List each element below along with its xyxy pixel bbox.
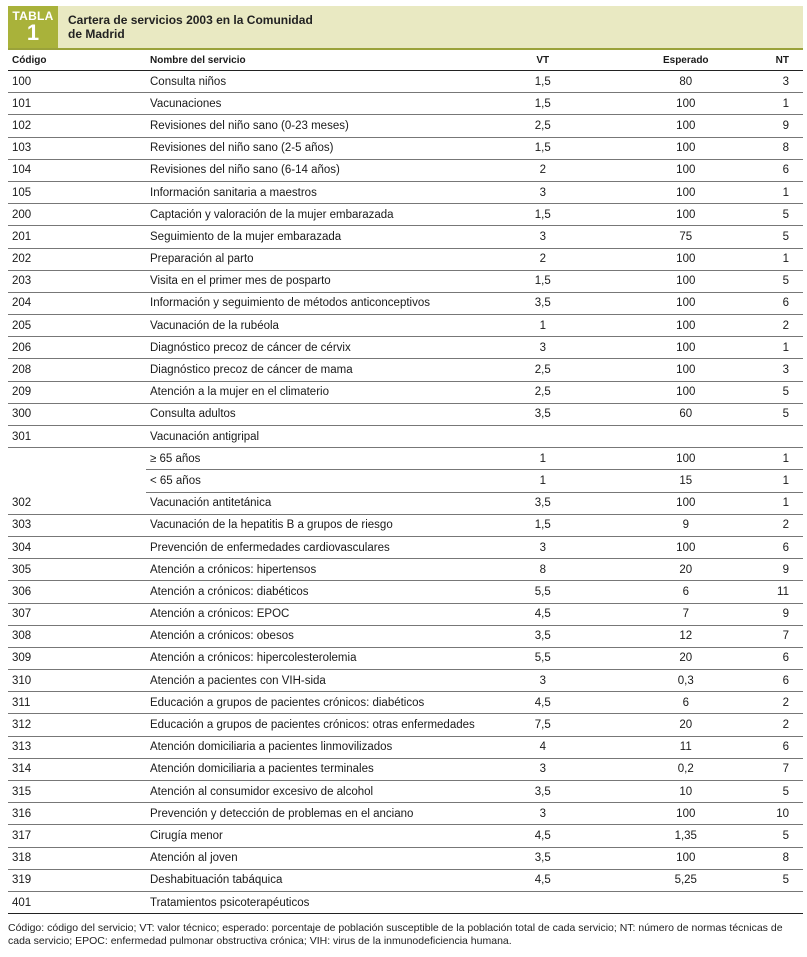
cell-code: 101	[8, 93, 146, 115]
cell-code: 206	[8, 337, 146, 359]
cell-code	[8, 448, 146, 470]
cell-nt: 9	[765, 559, 803, 581]
cell-nt: 2	[765, 714, 803, 736]
cell-code: 313	[8, 736, 146, 758]
cell-code: 315	[8, 781, 146, 803]
cell-esperado: 100	[607, 803, 765, 825]
table-title-line-1: Cartera de servicios 2003 en la Comunidad	[68, 13, 313, 27]
cell-name: ≥ 65 años	[146, 448, 479, 470]
cell-name: Atención al joven	[146, 847, 479, 869]
cell-code: 201	[8, 226, 146, 248]
cell-name: Vacunaciones	[146, 93, 479, 115]
cell-esperado: 100	[607, 359, 765, 381]
cell-code: 200	[8, 204, 146, 226]
cell-vt: 3,5	[479, 492, 607, 514]
cell-esperado: 9	[607, 514, 765, 536]
cell-esperado: 20	[607, 647, 765, 669]
cell-name: Captación y valoración de la mujer embarazada	[146, 204, 479, 226]
cell-vt: 3	[479, 670, 607, 692]
table-row	[8, 758, 803, 780]
cell-name: Prevención de enfermedades cardiovasculares	[146, 536, 479, 558]
cell-nt: 6	[765, 159, 803, 181]
table-row	[8, 803, 803, 825]
cell-name: Revisiones del niño sano (2-5 años)	[146, 137, 479, 159]
cell-esperado: 5,25	[607, 869, 765, 891]
cell-name: Atención domiciliaria a pacientes terminales	[146, 758, 479, 780]
table-row	[8, 115, 803, 137]
cell-code: 202	[8, 248, 146, 270]
cell-code: 303	[8, 514, 146, 536]
cell-name: Visita en el primer mes de posparto	[146, 270, 479, 292]
cell-nt: 8	[765, 847, 803, 869]
cell-vt: 2,5	[479, 115, 607, 137]
table-row	[8, 226, 803, 248]
column-header-esperado: Esperado	[607, 51, 765, 71]
table-row	[8, 692, 803, 714]
tabla-number: 1	[26, 20, 40, 45]
cell-name: Preparación al parto	[146, 248, 479, 270]
cell-vt: 3	[479, 803, 607, 825]
cell-vt: 1	[479, 448, 607, 470]
cell-vt: 2	[479, 248, 607, 270]
cell-name: Consulta adultos	[146, 403, 479, 425]
cell-nt: 3	[765, 71, 803, 93]
cell-esperado: 100	[607, 292, 765, 314]
table-row	[8, 248, 803, 270]
cell-name: Atención a crónicos: EPOC	[146, 603, 479, 625]
table-row	[8, 536, 803, 558]
table-row	[8, 292, 803, 314]
cell-nt: 7	[765, 625, 803, 647]
cell-name: Revisiones del niño sano (6-14 años)	[146, 159, 479, 181]
cell-esperado: 0,2	[607, 758, 765, 780]
cell-esperado: 100	[607, 492, 765, 514]
table-row	[8, 71, 803, 93]
cell-vt: 1,5	[479, 514, 607, 536]
cell-esperado	[607, 891, 765, 913]
table-title-line-2: de Madrid	[68, 27, 125, 41]
cell-vt: 7,5	[479, 714, 607, 736]
cell-nt: 5	[765, 869, 803, 891]
cell-vt: 3	[479, 226, 607, 248]
cell-code: 204	[8, 292, 146, 314]
cell-code: 208	[8, 359, 146, 381]
cell-nt: 6	[765, 670, 803, 692]
cell-name: Atención a crónicos: diabéticos	[146, 581, 479, 603]
tabla-label: TABLA	[12, 9, 54, 23]
cell-vt: 5,5	[479, 647, 607, 669]
cell-esperado: 1,35	[607, 825, 765, 847]
cell-name: Educación a grupos de pacientes crónicos: diabéticos	[146, 692, 479, 714]
cell-vt: 3	[479, 181, 607, 203]
column-header-name: Nombre del servicio	[146, 51, 479, 71]
cell-vt: 4,5	[479, 692, 607, 714]
cell-name: Atención al consumidor excesivo de alcohol	[146, 781, 479, 803]
cell-nt: 6	[765, 536, 803, 558]
table-row	[8, 559, 803, 581]
cell-esperado: 100	[607, 115, 765, 137]
cell-code: 312	[8, 714, 146, 736]
services-table	[8, 51, 803, 914]
cell-esperado: 100	[607, 315, 765, 337]
cell-esperado: 20	[607, 559, 765, 581]
cell-code: 104	[8, 159, 146, 181]
table-row	[8, 825, 803, 847]
cell-code: 319	[8, 869, 146, 891]
cell-nt: 5	[765, 204, 803, 226]
table-number-badge	[8, 6, 58, 48]
cell-code: 203	[8, 270, 146, 292]
cell-code: 317	[8, 825, 146, 847]
cell-esperado: 100	[607, 270, 765, 292]
cell-name: Vacunación de la hepatitis B a grupos de riesgo	[146, 514, 479, 536]
cell-nt: 1	[765, 181, 803, 203]
table-row	[8, 514, 803, 536]
cell-nt: 5	[765, 381, 803, 403]
cell-code: 309	[8, 647, 146, 669]
table-row	[8, 736, 803, 758]
cell-vt: 1,5	[479, 71, 607, 93]
cell-nt: 8	[765, 137, 803, 159]
cell-code: 102	[8, 115, 146, 137]
cell-vt: 1,5	[479, 93, 607, 115]
cell-nt: 3	[765, 359, 803, 381]
cell-nt: 5	[765, 781, 803, 803]
cell-esperado: 100	[607, 847, 765, 869]
cell-esperado: 80	[607, 71, 765, 93]
cell-vt: 4	[479, 736, 607, 758]
cell-nt: 2	[765, 692, 803, 714]
column-header-code: Código	[8, 51, 146, 71]
cell-esperado: 100	[607, 536, 765, 558]
cell-esperado: 10	[607, 781, 765, 803]
cell-code: 205	[8, 315, 146, 337]
cell-nt: 2	[765, 315, 803, 337]
cell-vt: 1,5	[479, 270, 607, 292]
cell-vt: 3,5	[479, 625, 607, 647]
cell-nt: 6	[765, 736, 803, 758]
cell-vt: 1,5	[479, 137, 607, 159]
cell-code: 318	[8, 847, 146, 869]
cell-vt: 4,5	[479, 603, 607, 625]
cell-nt: 7	[765, 758, 803, 780]
cell-name: Información y seguimiento de métodos anticonceptivos	[146, 292, 479, 314]
table-row	[8, 381, 803, 403]
cell-code: 316	[8, 803, 146, 825]
cell-name: Deshabituación tabáquica	[146, 869, 479, 891]
cell-name: Revisiones del niño sano (0-23 meses)	[146, 115, 479, 137]
column-header-vt: VT	[479, 51, 607, 71]
cell-nt: 9	[765, 115, 803, 137]
cell-nt: 1	[765, 492, 803, 514]
cell-nt: 1	[765, 337, 803, 359]
table-row	[8, 181, 803, 203]
cell-code: 305	[8, 559, 146, 581]
cell-name: < 65 años	[146, 470, 479, 492]
cell-code: 100	[8, 71, 146, 93]
cell-name: Atención a crónicos: hipercolesterolemia	[146, 647, 479, 669]
cell-code: 401	[8, 891, 146, 913]
table-row	[8, 581, 803, 603]
cell-esperado: 60	[607, 403, 765, 425]
cell-nt: 1	[765, 470, 803, 492]
table-row	[8, 603, 803, 625]
cell-nt: 9	[765, 603, 803, 625]
table-row	[8, 781, 803, 803]
cell-vt: 3	[479, 337, 607, 359]
cell-vt	[479, 891, 607, 913]
cell-code	[8, 470, 146, 492]
cell-vt: 3,5	[479, 292, 607, 314]
table-row	[8, 891, 803, 913]
table-header-row	[8, 51, 803, 71]
cell-name: Diagnóstico precoz de cáncer de cérvix	[146, 337, 479, 359]
cell-esperado: 100	[607, 337, 765, 359]
cell-esperado: 20	[607, 714, 765, 736]
cell-name: Consulta niños	[146, 71, 479, 93]
cell-code: 301	[8, 426, 146, 448]
table-title	[68, 13, 368, 41]
cell-name: Diagnóstico precoz de cáncer de mama	[146, 359, 479, 381]
cell-name: Seguimiento de la mujer embarazada	[146, 226, 479, 248]
cell-vt: 3,5	[479, 403, 607, 425]
table-row	[8, 869, 803, 891]
cell-esperado: 0,3	[607, 670, 765, 692]
cell-esperado: 75	[607, 226, 765, 248]
cell-vt: 5,5	[479, 581, 607, 603]
cell-nt: 6	[765, 292, 803, 314]
cell-vt	[479, 426, 607, 448]
cell-code: 103	[8, 137, 146, 159]
cell-name: Atención a pacientes con VIH-sida	[146, 670, 479, 692]
cell-esperado: 100	[607, 181, 765, 203]
table-header-banner	[8, 6, 803, 50]
table-body	[8, 71, 803, 914]
cell-name: Vacunación antigripal	[146, 426, 479, 448]
cell-vt: 3,5	[479, 847, 607, 869]
table-row	[8, 670, 803, 692]
cell-esperado: 100	[607, 248, 765, 270]
cell-nt	[765, 891, 803, 913]
cell-esperado: 15	[607, 470, 765, 492]
cell-esperado	[607, 426, 765, 448]
cell-esperado: 12	[607, 625, 765, 647]
table-row	[8, 426, 803, 448]
cell-vt: 1	[479, 315, 607, 337]
cell-code: 300	[8, 403, 146, 425]
table-row	[8, 470, 803, 492]
cell-code: 306	[8, 581, 146, 603]
table-row	[8, 137, 803, 159]
cell-nt: 10	[765, 803, 803, 825]
cell-esperado: 6	[607, 581, 765, 603]
table-row	[8, 647, 803, 669]
cell-esperado: 100	[607, 381, 765, 403]
cell-vt: 3,5	[479, 781, 607, 803]
cell-nt: 1	[765, 93, 803, 115]
cell-code: 105	[8, 181, 146, 203]
cell-nt: 5	[765, 403, 803, 425]
table-row	[8, 847, 803, 869]
cell-esperado: 100	[607, 448, 765, 470]
cell-vt: 8	[479, 559, 607, 581]
cell-esperado: 7	[607, 603, 765, 625]
cell-code: 311	[8, 692, 146, 714]
table-row	[8, 204, 803, 226]
cell-esperado: 11	[607, 736, 765, 758]
column-header-nt: NT	[765, 51, 803, 71]
table-row	[8, 625, 803, 647]
cell-esperado: 100	[607, 159, 765, 181]
cell-nt: 5	[765, 270, 803, 292]
table-row	[8, 337, 803, 359]
cell-esperado: 6	[607, 692, 765, 714]
cell-nt: 11	[765, 581, 803, 603]
cell-esperado: 100	[607, 204, 765, 226]
table-row	[8, 403, 803, 425]
cell-name: Vacunación de la rubéola	[146, 315, 479, 337]
table-row	[8, 315, 803, 337]
cell-vt: 1	[479, 470, 607, 492]
cell-name: Información sanitaria a maestros	[146, 181, 479, 203]
cell-nt: 1	[765, 248, 803, 270]
cell-nt: 5	[765, 825, 803, 847]
table-row	[8, 159, 803, 181]
table-row	[8, 714, 803, 736]
cell-vt: 2	[479, 159, 607, 181]
cell-name: Cirugía menor	[146, 825, 479, 847]
cell-name: Atención a la mujer en el climaterio	[146, 381, 479, 403]
cell-vt: 4,5	[479, 825, 607, 847]
cell-code: 310	[8, 670, 146, 692]
table-row	[8, 448, 803, 470]
table-row	[8, 359, 803, 381]
cell-nt: 1	[765, 448, 803, 470]
cell-name: Atención domiciliaria a pacientes linmovilizados	[146, 736, 479, 758]
cell-vt: 1,5	[479, 204, 607, 226]
cell-vt: 2,5	[479, 359, 607, 381]
cell-nt: 5	[765, 226, 803, 248]
cell-vt: 2,5	[479, 381, 607, 403]
cell-code: 209	[8, 381, 146, 403]
cell-code: 304	[8, 536, 146, 558]
table-row	[8, 492, 803, 514]
cell-name: Atención a crónicos: obesos	[146, 625, 479, 647]
table-footnote: Código: código del servicio; VT: valor técnico; esperado: porcentaje de población susceptible de la población total de cada servicio; NT: número de normas técnicas de cada servicio; EPOC: enfermedad pulmonar obstructiva crónica; VIH: virus de la inmunodeficiencia humana.	[8, 922, 783, 947]
cell-vt: 3	[479, 536, 607, 558]
cell-code: 314	[8, 758, 146, 780]
cell-name: Educación a grupos de pacientes crónicos: otras enfermedades	[146, 714, 479, 736]
cell-code: 302	[8, 492, 146, 514]
cell-nt: 2	[765, 514, 803, 536]
cell-esperado: 100	[607, 93, 765, 115]
cell-name: Tratamientos psicoterapéuticos	[146, 891, 479, 913]
cell-nt: 6	[765, 647, 803, 669]
cell-code: 308	[8, 625, 146, 647]
table-row	[8, 270, 803, 292]
cell-nt	[765, 426, 803, 448]
cell-vt: 3	[479, 758, 607, 780]
cell-vt: 4,5	[479, 869, 607, 891]
cell-esperado: 100	[607, 137, 765, 159]
cell-code: 307	[8, 603, 146, 625]
cell-name: Atención a crónicos: hipertensos	[146, 559, 479, 581]
cell-name: Prevención y detección de problemas en el anciano	[146, 803, 479, 825]
cell-name: Vacunación antitetánica	[146, 492, 479, 514]
table-row	[8, 93, 803, 115]
